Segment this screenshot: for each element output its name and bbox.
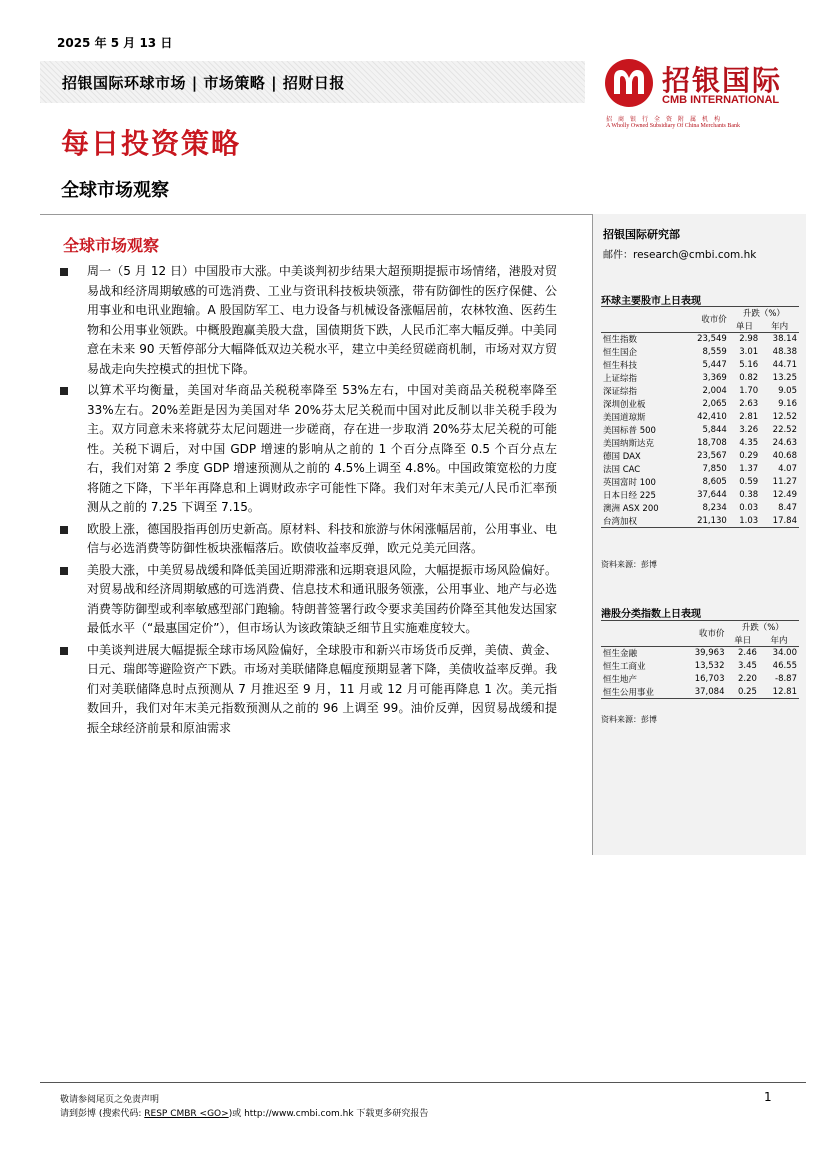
day-change: 4.35: [739, 438, 759, 448]
hk-table-source: 资料来源：彭博: [601, 715, 657, 724]
index-name: 恒生国企: [603, 348, 638, 358]
close-value: 5,447: [702, 360, 727, 370]
table-header-row: [601, 320, 799, 333]
index-name: 美国道琼斯: [603, 413, 646, 423]
day-change: 0.25: [726, 686, 758, 699]
table-row: [601, 450, 799, 463]
close-value: 39,963: [679, 647, 727, 660]
contact-email: [603, 246, 756, 261]
page-title: 每日投资策略: [61, 127, 242, 160]
ytd-change: 11.27: [772, 477, 797, 487]
research-dept: 招银国际研究部: [603, 228, 680, 241]
global-markets-table: [601, 306, 799, 528]
ytd-change: 4.07: [778, 464, 797, 474]
close-value: 23,567: [697, 451, 727, 461]
close-value: 8,559: [702, 347, 727, 357]
day-change: 0.82: [739, 373, 759, 383]
ytd-change: 9.05: [778, 386, 797, 396]
ytd-change: 48.38: [772, 347, 797, 357]
close-value: 13,532: [694, 661, 725, 671]
col-change-header: 升跌（%）: [729, 307, 799, 320]
index-name: 深圳创业板: [603, 400, 646, 410]
hk-table-body: [601, 647, 799, 699]
close-value: 42,410: [697, 412, 727, 422]
index-name: 恒生指数: [601, 333, 683, 346]
logo-tagline-cn: 招商银行全资附属机构: [606, 116, 727, 123]
ytd-change: 12.49: [772, 490, 797, 500]
ytd-change: 9.16: [778, 399, 797, 409]
table-header-row: [601, 634, 799, 647]
index-name: 美国纳斯达克: [603, 439, 655, 449]
table-row: [601, 385, 799, 398]
index-name: 美国标普 500: [603, 426, 656, 436]
table-row: [601, 660, 799, 673]
hk-table-title: 港股分类指数上日表现: [601, 609, 701, 620]
website-link[interactable]: http://www.cmbi.com.hk: [244, 1109, 354, 1119]
table-row: [601, 686, 799, 699]
logo-name-en: CMB INTERNATIONAL: [662, 94, 780, 106]
ytd-change: 8.47: [778, 503, 797, 513]
list-item: 美股大涨，中美贸易战缓和降低美国近期滞涨和远期衰退风险，大幅提振市场风险偏好。对贸易战和经济周期敏感的可选消费、信息技术和通讯服务领涨，公用事业、地产与必选消费等防御型或利率敏感型部门跑输。特朗普签署行政令要求美国药价降至其他发达国家最低水平（“最惠国定价”），但市场认为该政策缺乏细节且实施难度较大。: [57, 561, 557, 639]
col-close-header: 收市价: [701, 314, 727, 325]
index-name: 德国 DAX: [603, 452, 641, 462]
table-row: [601, 411, 799, 424]
table-row: [601, 359, 799, 372]
table-row: [601, 502, 799, 515]
close-value: 8,234: [702, 503, 727, 513]
ytd-change: 12.52: [772, 412, 797, 422]
table-row: [601, 372, 799, 385]
table-row: [601, 673, 799, 686]
index-name: 英国富时 100: [603, 478, 656, 488]
email-label: 邮件：: [603, 250, 633, 261]
day-change: 2.81: [739, 412, 759, 422]
table-row: [601, 515, 799, 528]
table-row: [601, 346, 799, 359]
ytd-change: 46.55: [772, 661, 797, 671]
bloomberg-mid: )或: [228, 1109, 245, 1119]
close-value: 18,708: [697, 438, 727, 448]
table-row: [601, 647, 799, 660]
ytd-change: 38.14: [760, 333, 799, 346]
close-value: 2,004: [702, 386, 727, 396]
day-change: 3.45: [737, 661, 757, 671]
day-change: 0.59: [739, 477, 759, 487]
day-change: 5.16: [739, 360, 759, 370]
page-number: 1: [764, 1090, 772, 1104]
index-name: 法国 CAC: [603, 465, 641, 475]
day-change: 3.01: [739, 347, 759, 357]
day-change: 2.98: [729, 333, 760, 346]
index-name: 恒生金融: [601, 647, 679, 660]
footer-divider: [40, 1082, 806, 1083]
ytd-change: 34.00: [759, 647, 799, 660]
logo-tagline-en: A Wholly Owned Subsidiary Of China Merchants Bank: [606, 123, 741, 129]
day-change: 0.29: [739, 451, 759, 461]
table-row: [601, 463, 799, 476]
day-change: 2.20: [737, 674, 757, 684]
col-close-header: 收市价: [698, 628, 725, 639]
bloomberg-suffix: 下载更多研究报告: [353, 1109, 429, 1119]
day-change: 0.03: [739, 503, 759, 513]
close-value: 16,703: [694, 674, 725, 684]
day-change: 0.38: [739, 490, 759, 500]
close-value: 21,130: [683, 515, 729, 528]
ytd-change: 40.68: [772, 451, 797, 461]
index-name: 澳洲 ASX 200: [603, 504, 659, 514]
global-table-title: 环球主要股市上日表现: [601, 296, 701, 307]
ytd-change: 13.25: [772, 373, 797, 383]
global-table-source: 资料来源：彭博: [601, 560, 657, 569]
day-change: 1.70: [739, 386, 759, 396]
day-change: 3.26: [739, 425, 759, 435]
email-link[interactable]: research@cmbi.com.hk: [633, 249, 757, 261]
bloomberg-code-link[interactable]: RESP CMBR <GO>: [144, 1109, 229, 1119]
ytd-change: 44.71: [772, 360, 797, 370]
list-item: 以算术平均衡量，美国对华商品关税税率降至 53%左右，中国对美商品关税税率降至 33%左右。20%差距是因为美国对华 20%芬太尼关税而中国对此反制以非关税手段为主。双方同意未来将就芬太尼问题进一步磋商，存在进一步取消 20%芬太尼关税的可能性。关税下调后，对中国 GDP 增速的影响从之前的 1 个百分点降至 0.5 个百分点左右，我们对第 2 季度 GDP 增速预测从之前的 4.5%上调至 4.8%。中国政策宽松的力度将随之下降，下半年再降息和上调财政赤字可能性下降。我们对年末美元/人民币汇率预测从之前的 7.25 下调至 7.15。: [57, 381, 557, 518]
section-heading: 全球市场观察: [63, 236, 160, 255]
report-date: 2025 年 5 月 13 日: [57, 36, 173, 50]
table-row: [601, 437, 799, 450]
index-name: 恒生公用事业: [601, 686, 679, 699]
sidebar: [592, 214, 806, 855]
list-item: 中美谈判进展大幅提振全球市场风险偏好，全球股市和新兴市场货币反弹，美债、黄金、日元、瑞郎等避险资产下跌。市场对美联储降息幅度预期显著下降，美债收益率反弹。我们对美联储降息时点预测从 7 月推迟至 9 月，11 月或 12 月可能再降息 1 次。美元指数回升，我们对年末美元指数预测从之前的 96 上调至 99。油价反弹，因贸易战缓和提振全球经济前景和原油需求: [57, 641, 557, 739]
col-day-header: 单日: [734, 635, 752, 646]
col-day-header: 单日: [735, 321, 753, 332]
table-row: [601, 489, 799, 502]
close-value: 5,844: [702, 425, 727, 435]
close-value: 2,065: [702, 399, 727, 409]
ytd-change: -8.87: [775, 674, 797, 684]
table-row: [601, 476, 799, 489]
index-name: 台湾加权: [601, 515, 683, 528]
table-row: [601, 333, 799, 346]
ytd-change: 12.81: [759, 686, 799, 699]
page-subtitle: 全球市场观察: [61, 180, 169, 201]
day-change: 1.37: [739, 464, 759, 474]
banner-title: 招银国际环球市场 | 市场策略 | 招财日报: [62, 74, 345, 92]
commentary-list: [57, 262, 557, 740]
close-value: 37,644: [697, 490, 727, 500]
table-row: [601, 424, 799, 437]
list-item: 周一（5 月 12 日）中国股市大涨。中美谈判初步结果大超预期提振市场情绪，港股对贸易战和经济周期敏感的可选消费、工业与资讯科技板块领涨，带有防御性的医疗保健、公用事业和电讯业跑输。A 股国防军工、电力设备与机械设备涨幅居前，农林牧渔、医药生物和公用事业领跌。中概股跑赢美股大盘，国债期货下跌，人民币汇率大幅反弹。中美同意在未来 90 天暂停部分大幅降低双边关税水平，建立中美经贸磋商机制，市场对双方贸易战走向失控模式的担忧下降。: [57, 262, 557, 379]
index-name: 恒生科技: [603, 361, 638, 371]
index-name: 恒生地产: [603, 675, 638, 685]
cmb-logo-icon: [604, 58, 654, 108]
bloomberg-prefix: 请到彭博 (搜索代码:: [60, 1109, 145, 1119]
ytd-change: 22.52: [772, 425, 797, 435]
index-name: 深证综指: [603, 387, 638, 397]
close-value: 8,605: [702, 477, 727, 487]
global-table-body: [601, 333, 799, 528]
col-ytd-header: 年内: [771, 321, 789, 332]
bloomberg-note: [60, 1106, 428, 1119]
header-banner: [40, 61, 585, 103]
close-value: 37,084: [679, 686, 727, 699]
ytd-change: 17.84: [760, 515, 799, 528]
index-name: 日本日经 225: [603, 491, 656, 501]
logo-name-cn: 招银国际: [662, 64, 783, 97]
close-value: 3,369: [702, 373, 727, 383]
day-change: 2.63: [739, 399, 759, 409]
close-value: 23,549: [683, 333, 729, 346]
disclaimer-note: 敬请参阅尾页之免责声明: [60, 1095, 160, 1105]
index-name: 恒生工商业: [603, 662, 646, 672]
cmbi-logo: [604, 58, 800, 138]
close-value: 7,850: [702, 464, 727, 474]
hk-sectors-table: [601, 620, 799, 699]
list-item: 欧股上涨，德国股指再创历史新高。原材料、科技和旅游与休闲涨幅居前，公用事业、电信与必选消费等防御性板块涨幅落后。欧债收益率反弹，欧元兑美元回落。: [57, 520, 557, 559]
day-change: 2.46: [726, 647, 758, 660]
ytd-change: 24.63: [772, 438, 797, 448]
index-name: 上证综指: [603, 374, 638, 384]
col-ytd-header: 年内: [770, 635, 788, 646]
day-change: 1.03: [729, 515, 760, 528]
table-row: [601, 398, 799, 411]
col-change-header: 升跌（%）: [726, 621, 799, 634]
